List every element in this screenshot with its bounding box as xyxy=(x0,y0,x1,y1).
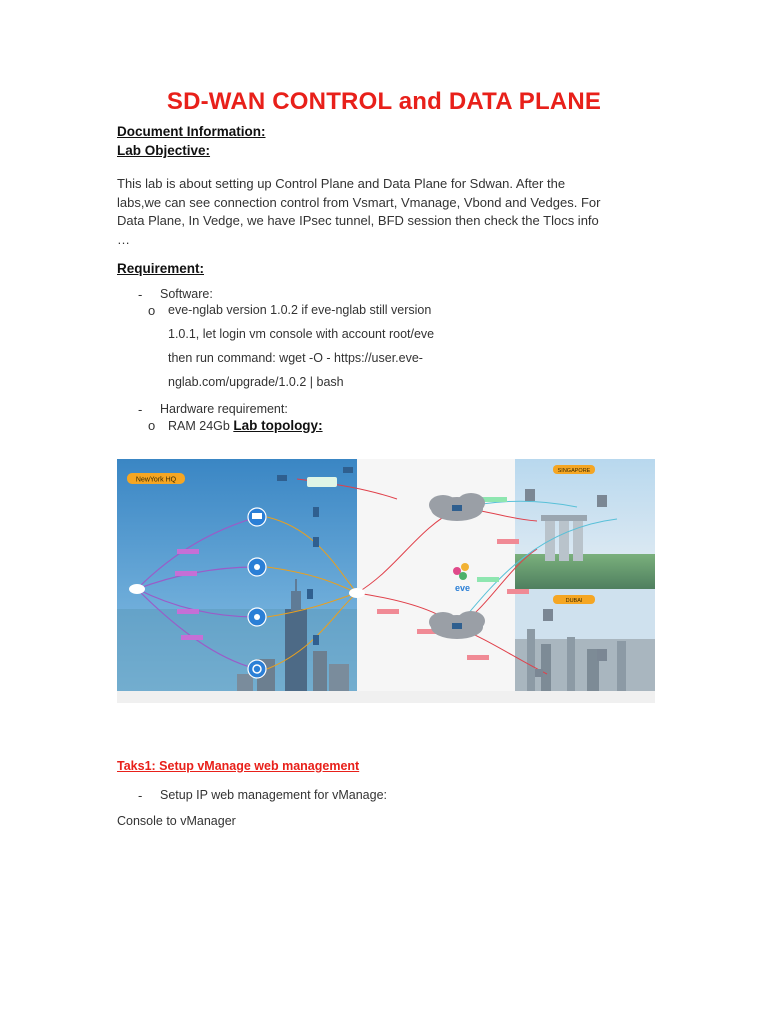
objective-line: Data Plane, In Vedge, we have IPsec tunnel, BFD session then check the Tlocs info xyxy=(117,213,599,228)
lab-objective-heading: Lab Objective: xyxy=(117,143,211,158)
dash-bullet: - xyxy=(138,287,143,302)
vsmart-icon xyxy=(248,558,266,576)
task1-bullet: Setup IP web management for vManage: xyxy=(160,788,387,802)
objective-line: labs,we can see connection control from Vsmart, Vmanage, Vbond and Vedges. For xyxy=(117,194,601,210)
vbond-icon xyxy=(248,608,266,626)
vmanage-icon xyxy=(248,508,266,526)
skyscraper xyxy=(285,609,307,691)
objective-line: … xyxy=(117,231,130,247)
software-line: 1.0.1, let login vm console with account root/eve xyxy=(168,327,435,341)
topology-diagram xyxy=(117,459,655,703)
vedge-hq-icon xyxy=(248,660,266,678)
objective-paragraph xyxy=(117,175,657,249)
software-line: nglab.com/upgrade/1.0.2 | bash xyxy=(168,375,344,389)
singapore-badge-label: SINGAPORE xyxy=(557,468,591,474)
dash-bullet: - xyxy=(138,402,143,417)
objective-line: This lab is about setting up Control Plane and Data Plane for Sdwan. After the xyxy=(117,176,566,191)
console-line: Console to vManager xyxy=(117,814,236,828)
circle-bullet: o xyxy=(148,303,156,318)
hq-badge-label: NewYork HQ xyxy=(135,476,177,484)
topology-image xyxy=(117,459,655,703)
ram-line xyxy=(168,418,323,433)
requirement-heading: Requirement: xyxy=(117,261,205,276)
task1-heading: Taks1: Setup vManage web management xyxy=(117,759,360,773)
lab-topology-heading: Lab topology: xyxy=(233,418,323,433)
eve-logo-text: eve xyxy=(455,583,471,593)
dubai-badge-label: DUBAI xyxy=(565,598,583,604)
circle-bullet: o xyxy=(148,418,156,433)
document-info-heading: Document Information: xyxy=(117,124,266,139)
hardware-label: Hardware requirement: xyxy=(160,402,288,416)
software-line: then run command: wget -O - https://user.eve- xyxy=(168,351,423,365)
page-title: SD-WAN CONTROL and DATA PLANE xyxy=(166,88,602,115)
software-label: Software: xyxy=(160,287,213,301)
dash-bullet: - xyxy=(138,788,143,803)
ram-label: RAM 24Gb xyxy=(168,419,230,433)
software-line: eve-nglab version 1.0.2 if eve-nglab still version xyxy=(168,303,432,317)
